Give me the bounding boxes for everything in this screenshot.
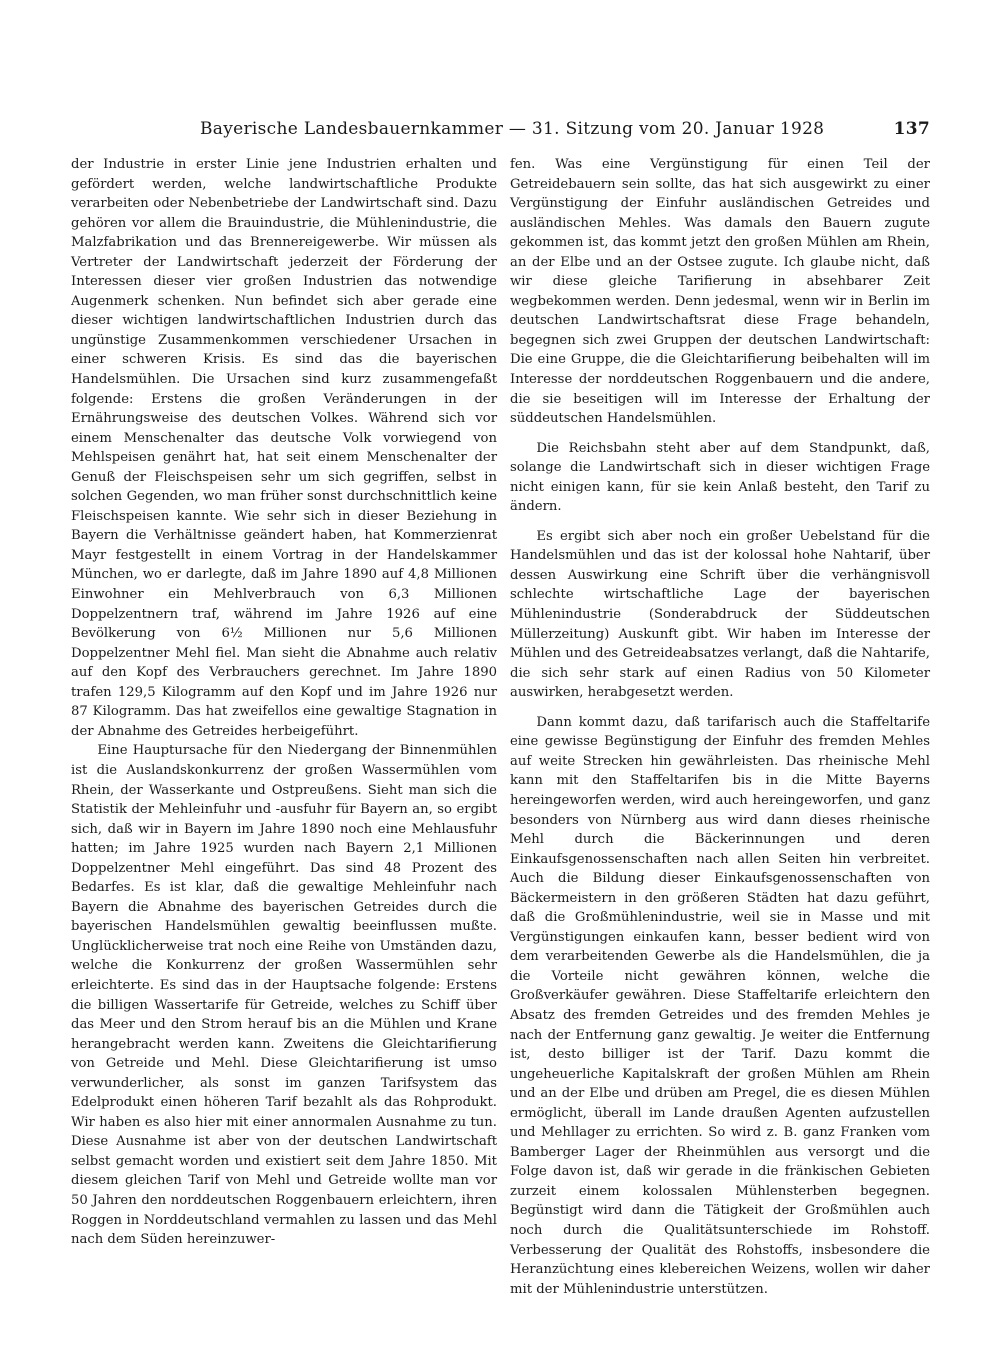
header-title: Bayerische Landesbauernkammer — 31. Sitzung vom 20. Januar 1928 [200, 119, 825, 139]
paragraph: Es ergibt sich aber noch ein großer Uebelstand für die Handelsmühlen und das ist der kolossal hohe Nahtarif, über dessen Auswirkung eine Schrift über die verhängnisvoll schlechte wirtschaftliche Lage der bayerischen Mühlenindustrie (Sonderabdruck der Süddeutschen Müllerzeitung) Auskunft gibt. Wir haben im Interesse der Mühlen und des Getreideabsatzes verlangt, daß die Nahtarife, die sich sehr stark auf einen Radius von 50 Kilometer auswirken, herabgesetzt werden. [510, 528, 930, 701]
running-header [200, 119, 930, 141]
page-number: 137 [893, 119, 930, 139]
paragraph: Die Reichsbahn steht aber auf dem Standpunkt, daß, solange die Landwirtschaft sich in dieser wichtigen Frage nicht einigen kann, für sie kein Anlaß besteht, den Tarif zu ändern. [510, 440, 930, 515]
paragraph: der Industrie in erster Linie jene Industrien erhalten und gefördert werden, welche landwirtschaftliche Produkte verarbeiten oder Nebenbetriebe der Landwirtschaft sind. Dazu gehören vor allem die Brauindustrie, die Mühlenindustrie, die Malzfabrikation und das Brennereigewerbe. Wir müssen als Vertreter der Landwirtschaft jederzeit der Förderung der Interessen dieser vier großen Industrien das notwendige Augenmerk schenken. Nun befindet sich aber gerade eine dieser wichtigen landwirtschaftlichen Industrien durch das ungünstige Zusammenkommen verschiedener Ursachen in einer schweren Krisis. Es sind das die bayerischen Handelsmühlen. Die Ursachen sind kurz zusammengefaßt folgende: Erstens die großen Veränderungen in der Ernährungsweise des deutschen Volkes. Während sich vor einem Menschenalter das deutsche Volk vorwiegend von Mehlspeisen genährt hat, hat seit einem Menschenalter der Genuß der Fleischspeisen sehr um sich gegriffen, selbst in solchen Gegenden, wo man früher sonst durchschnittlich keine Fleischspeisen kannte. Wie sehr sich in dieser Beziehung in Bayern die Verhältnisse geändert haben, hat Kommerzienrat Mayr festgestellt in einem Vortrag in der Handelskammer München, wo er darlegte, daß im Jahre 1890 auf 4,8 Millionen Einwohner ein Mehlverbrauch von 6,3 Millionen Doppelzentnern traf, während im Jahre 1926 auf eine Bevölkerung von 6½ Millionen nur 5,6 Millionen Doppelzentner Mehl fiel. Man sieht die Abnahme auch relativ auf den Kopf des Verbrauchers gerechnet. Im Jahre 1890 trafen 129,5 Kilogramm auf den Kopf und im Jahre 1926 nur 87 Kilogramm. Das hat zweifellos eine gewaltige Stagnation in der Abnahme des Getreides herbeigeführt. [71, 157, 497, 739]
right-column [510, 155, 930, 1297]
paragraph: Dann kommt dazu, daß tarifarisch auch die Staffeltarife eine gewisse Begünstigung der Einfuhr des fremden Mehles auf weite Strecken hin gewährleisten. Das rheinische Mehl kann mit den Staffeltarifen bis in die Mitte Bayerns hereingeworfen werden, wird auch hereingeworfen, und ganz besonders von Nürnberg aus wird dann dieses rheinische Mehl durch die Bäckerinnungen und deren Einkaufsgenossenschaften nach allen Seiten hin verbreitet. Auch die Bildung dieser Einkaufsgenossenschaften von Bäckermeistern in den größeren Städten hat dazu geführt, daß die Großmühlenindustrie, weil sie in Masse und mit Vergünstigungen einkaufen kann, besser bedient wird von dem verarbeitenden Gewerbe als die Handelsmühlen, die ja die Vorteile nicht gewähren können, welche die Großverkäufer gewähren. Diese Staffeltarife erleichtern den Absatz des fremden Getreides und des fremden Mehles je nach der Entfernung ganz gewaltig. Je weiter die Entfernung ist, desto billiger ist der Tarif. Dazu kommt die ungeheuerliche Kapitalskraft der großen Mühlen am Rhein und an der Elbe und drüben am Pregel, die es diesen Mühlen ermöglicht, überall im Lande draußen Agenten aufzustellen und Mehllager zu errichten. So wird z. B. ganz Franken vom Bamberger Lager der Rheinmühlen aus versorgt und die Folge davon ist, daß wir gerade in die fränkischen Gebieten zurzeit einem kolossalen Mühlensterben begegnen. Begünstigt wird dann die Tätigkeit der Großmühlen auch noch durch die Qualitätsunterschiede im Rohstoff. Verbesserung der Qualität des Rohstoffs, insbesondere die Heranzüchtung eines klebereichen Weizens, wollen wir daher mit der Mühlenindustrie unterstützen. [510, 714, 930, 1297]
left-column [71, 155, 497, 1248]
paragraph: fen. Was eine Vergünstigung für einen Teil der Getreidebauern sein sollte, das hat sich ausgewirkt zu einer Vergünstigung der Einfuhr ausländischen Getreides und ausländischen Mehles. Was damals den Bauern zugute gekommen ist, das kommt jetzt den großen Mühlen am Rhein, an der Elbe und an der Ostsee zugute. Ich glaube nicht, daß wir diese gleiche Tarifierung in absehbarer Zeit wegbekommen werden. Denn jedesmal, wenn wir in Berlin im deutschen Landwirtschaftsrat diese Frage behandeln, begegnen sich zwei Gruppen der deutschen Landwirtschaft: Die eine Gruppe, die die Gleichtarifierung beibehalten will im Interesse der norddeutschen Roggenbauern und die andere, die sie beseitigen will im Interesse der Erhaltung der süddeutschen Handelsmühlen. [510, 157, 930, 427]
paragraph: Eine Hauptursache für den Niedergang der Binnenmühlen ist die Auslandskonkurrenz der großen Wassermühlen vom Rhein, der Wasserkante und Ostpreußens. Sieht man sich die Statistik der Mehleinfuhr und -ausfuhr für Bayern an, so ergibt sich, daß wir in Bayern im Jahre 1890 noch eine Mehlausfuhr hatten; im Jahre 1925 wurden nach Bayern 2,1 Millionen Doppelzentner Mehl eingeführt. Das sind 48 Prozent des Bedarfes. Es ist klar, daß die gewaltige Mehleinfuhr nach Bayern die Abnahme des bayerischen Getreides durch die bayerischen Handelsmühlen gewaltig beeinflussen mußte. Unglücklicherweise trat noch eine Reihe von Umständen dazu, welche die Konkurrenz der großen Wassermühlen sehr erleichterte. Es sind das in der Hauptsache folgende: Erstens die billigen Wassertarife für Getreide, welches zu Schiff über das Meer und den Strom herauf bis an die Mühlen und Krane herangebracht werden kann. Zweitens die Gleichtarifierung von Getreide und Mehl. Diese Gleichtarifierung ist umso verwunderlicher, als sonst im ganzen Tarifsystem das Edelprodukt einen höheren Tarif bezahlt als das Rohprodukt. Wir haben es also hier mit einer annormalen Ausnahme zu tun. Diese Ausnahme ist aber von der deutschen Landwirtschaft selbst gemacht worden und existiert seit dem Jahre 1850. Mit diesem gleichen Tarif von Mehl und Getreide wollte man vor 50 Jahren den norddeutschen Roggenbauern erleichtern, ihren Roggen in Norddeutschland vermahlen zu lassen und das Mehl nach dem Süden hereinzuwer- [71, 743, 497, 1248]
